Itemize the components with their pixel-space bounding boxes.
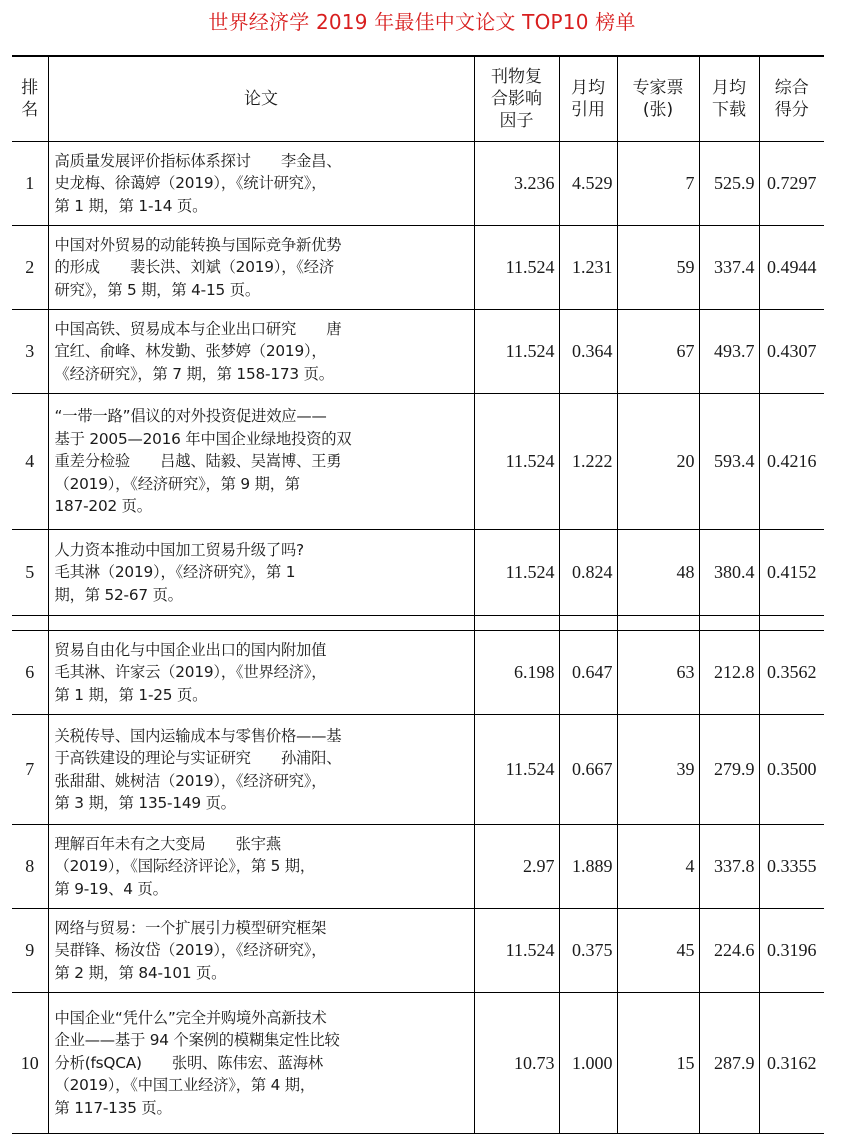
composite-score-cell: 0.4152 xyxy=(759,530,824,616)
ranking-table-grid xyxy=(12,57,824,1135)
monthly-citations-cell: 0.364 xyxy=(559,310,617,394)
rank-cell: 6 xyxy=(12,631,48,715)
table-row xyxy=(12,142,824,226)
table-row xyxy=(12,825,824,909)
rank-cell: 8 xyxy=(12,825,48,909)
expert-votes-cell: 67 xyxy=(617,310,699,394)
monthly-citations-cell: 1.231 xyxy=(559,226,617,310)
expert-votes-cell: 4 xyxy=(617,825,699,909)
paper-cell: 中国高铁、贸易成本与企业出口研究 唐 宜红、俞峰、林发勤、张梦婷（2019）， 《经济研究》，第 7 期，第 158-173 页。 xyxy=(48,310,474,394)
monthly-downloads-cell: 493.7 xyxy=(699,310,759,394)
composite-score-cell: 0.3162 xyxy=(759,993,824,1134)
composite-score-cell: 0.3500 xyxy=(759,715,824,825)
page-break-gap xyxy=(12,616,824,631)
header-monthly-downloads: 月均 下载 xyxy=(699,57,759,142)
monthly-downloads-cell: 279.9 xyxy=(699,715,759,825)
paper-cell: 中国对外贸易的动能转换与国际竞争新优势 的形成 裴长洪、刘斌（2019），《经济 研究》，第 5 期，第 4-15 页。 xyxy=(48,226,474,310)
monthly-downloads-cell: 224.6 xyxy=(699,909,759,993)
header-composite-score: 综合 得分 xyxy=(759,57,824,142)
monthly-downloads-cell: 380.4 xyxy=(699,530,759,616)
table-row xyxy=(12,394,824,530)
header-paper: 论文 xyxy=(48,57,474,142)
composite-score-cell: 0.4216 xyxy=(759,394,824,530)
header-monthly-citations: 月均 引用 xyxy=(559,57,617,142)
paper-cell: 人力资本推动中国加工贸易升级了吗? 毛其淋（2019），《经济研究》，第 1 期，第 52-67 页。 xyxy=(48,530,474,616)
table-row xyxy=(12,715,824,825)
paper-cell: “一带一路”倡议的对外投资促进效应—— 基于 2005—2016 年中国企业绿地投资的双 重差分检验 吕越、陆毅、吴嵩博、王勇 （2019），《经济研究》，第 9 期，第 187-202 页。 xyxy=(48,394,474,530)
monthly-downloads-cell: 593.4 xyxy=(699,394,759,530)
monthly-downloads-cell: 212.8 xyxy=(699,631,759,715)
composite-score-cell: 0.3562 xyxy=(759,631,824,715)
composite-score-cell: 0.4944 xyxy=(759,226,824,310)
composite-score-cell: 0.3196 xyxy=(759,909,824,993)
expert-votes-cell: 39 xyxy=(617,715,699,825)
monthly-citations-cell: 0.647 xyxy=(559,631,617,715)
impact-factor-cell: 10.73 xyxy=(474,993,559,1134)
impact-factor-cell: 11.524 xyxy=(474,394,559,530)
rank-cell: 10 xyxy=(12,993,48,1134)
monthly-citations-cell: 0.375 xyxy=(559,909,617,993)
expert-votes-cell: 45 xyxy=(617,909,699,993)
composite-score-cell: 0.7297 xyxy=(759,142,824,226)
monthly-downloads-cell: 287.9 xyxy=(699,993,759,1134)
monthly-downloads-cell: 337.8 xyxy=(699,825,759,909)
rank-cell: 4 xyxy=(12,394,48,530)
composite-score-cell: 0.4307 xyxy=(759,310,824,394)
table-row xyxy=(12,226,824,310)
impact-factor-cell: 11.524 xyxy=(474,310,559,394)
page-title: 世界经济学 2019 年最佳中文论文 TOP10 榜单 xyxy=(208,10,636,34)
rank-cell: 3 xyxy=(12,310,48,394)
monthly-citations-cell: 0.824 xyxy=(559,530,617,616)
rank-cell: 1 xyxy=(12,142,48,226)
header-rank: 排 名 xyxy=(12,57,48,142)
paper-cell: 中国企业“凭什么”完全并购境外高新技术 企业——基于 94 个案例的模糊集定性比较 分析(fsQCA) 张明、陈伟宏、蓝海林 （2019），《中国工业经济》，第 4 期， 第 117-135 页。 xyxy=(48,993,474,1134)
impact-factor-cell: 11.524 xyxy=(474,715,559,825)
monthly-citations-cell: 1.000 xyxy=(559,993,617,1134)
expert-votes-cell: 59 xyxy=(617,226,699,310)
impact-factor-cell: 11.524 xyxy=(474,226,559,310)
table-row xyxy=(12,631,824,715)
monthly-downloads-cell: 337.4 xyxy=(699,226,759,310)
rank-cell: 9 xyxy=(12,909,48,993)
expert-votes-cell: 15 xyxy=(617,993,699,1134)
expert-votes-cell: 63 xyxy=(617,631,699,715)
paper-cell: 理解百年未有之大变局 张宇燕 （2019），《国际经济评论》，第 5 期， 第 9-19、4 页。 xyxy=(48,825,474,909)
paper-cell: 关税传导、国内运输成本与零售价格——基 于高铁建设的理论与实证研究 孙浦阳、 张甜甜、姚树洁（2019），《经济研究》， 第 3 期，第 135-149 页。 xyxy=(48,715,474,825)
header-expert-votes: 专家票 (张) xyxy=(617,57,699,142)
impact-factor-cell: 11.524 xyxy=(474,909,559,993)
rank-cell: 5 xyxy=(12,530,48,616)
monthly-citations-cell: 1.222 xyxy=(559,394,617,530)
paper-cell: 高质量发展评价指标体系探讨 李金昌、 史龙梅、徐蔼婷（2019），《统计研究》， 第 1 期，第 1-14 页。 xyxy=(48,142,474,226)
table-row xyxy=(12,909,824,993)
impact-factor-cell: 11.524 xyxy=(474,530,559,616)
ranking-table xyxy=(12,55,824,1134)
composite-score-cell: 0.3355 xyxy=(759,825,824,909)
impact-factor-cell: 2.97 xyxy=(474,825,559,909)
rank-cell: 7 xyxy=(12,715,48,825)
paper-cell: 网络与贸易：一个扩展引力模型研究框架 吴群锋、杨汝岱（2019），《经济研究》， 第 2 期，第 84-101 页。 xyxy=(48,909,474,993)
expert-votes-cell: 20 xyxy=(617,394,699,530)
table-row xyxy=(12,530,824,616)
monthly-citations-cell: 4.529 xyxy=(559,142,617,226)
monthly-downloads-cell: 525.9 xyxy=(699,142,759,226)
monthly-citations-cell: 0.667 xyxy=(559,715,617,825)
impact-factor-cell: 3.236 xyxy=(474,142,559,226)
table-row xyxy=(12,993,824,1134)
expert-votes-cell: 48 xyxy=(617,530,699,616)
table-row xyxy=(12,310,824,394)
expert-votes-cell: 7 xyxy=(617,142,699,226)
table-header-row xyxy=(12,57,824,142)
monthly-citations-cell: 1.889 xyxy=(559,825,617,909)
rank-cell: 2 xyxy=(12,226,48,310)
header-impact-factor: 刊物复 合影响 因子 xyxy=(474,57,559,142)
impact-factor-cell: 6.198 xyxy=(474,631,559,715)
paper-cell: 贸易自由化与中国企业出口的国内附加值 毛其淋、许家云（2019），《世界经济》， 第 1 期，第 1-25 页。 xyxy=(48,631,474,715)
